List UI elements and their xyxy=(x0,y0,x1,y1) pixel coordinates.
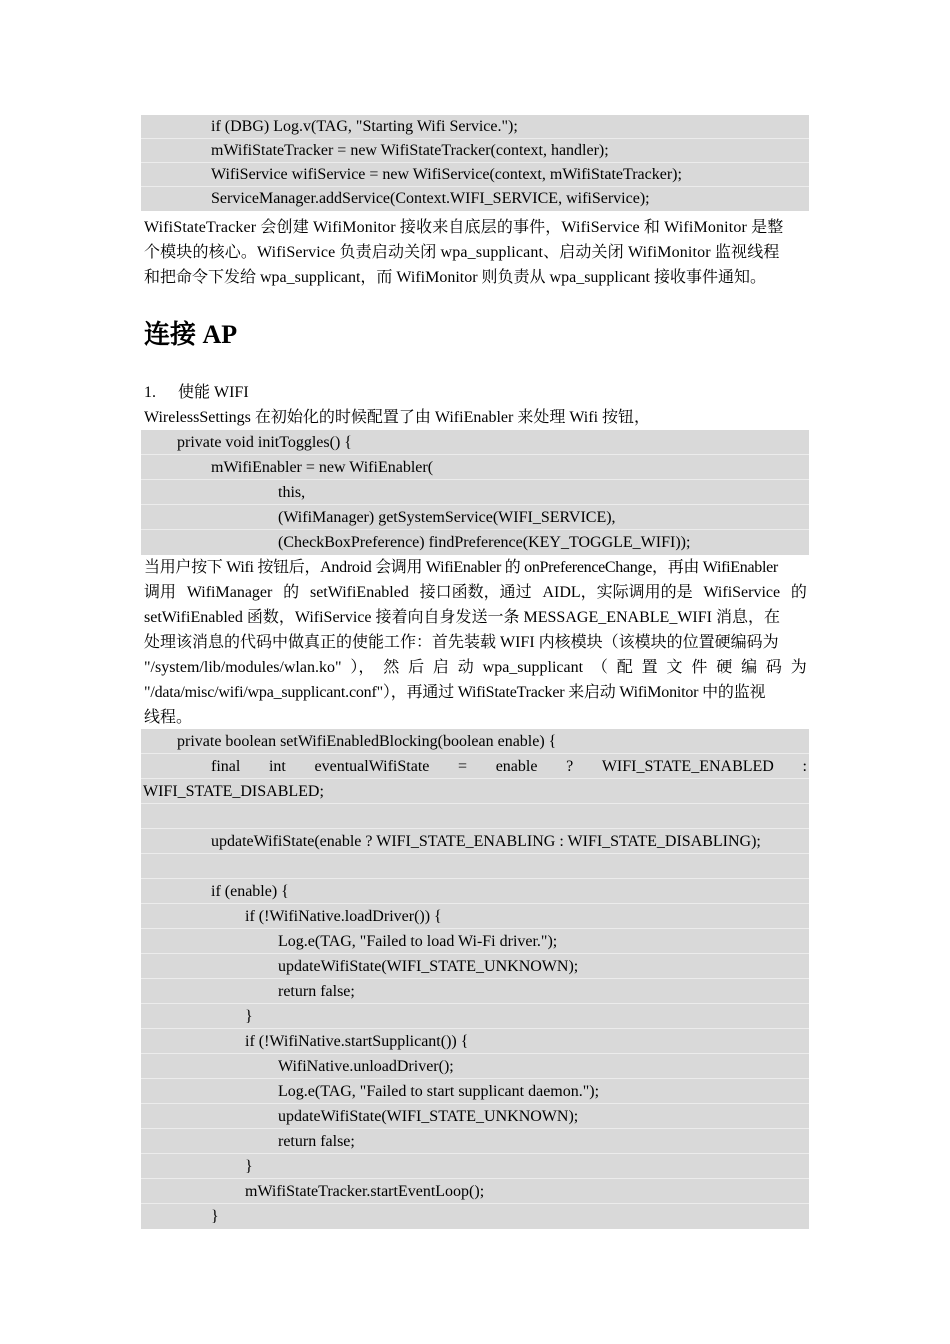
code-token: eventualWifiState xyxy=(314,758,430,775)
code-line: return false; xyxy=(141,979,809,1004)
word: 的 xyxy=(790,584,807,601)
word: （ xyxy=(591,659,608,676)
word: 文 xyxy=(666,659,683,676)
word: 动 xyxy=(457,659,474,676)
list-label: 使能 WIFI xyxy=(178,384,249,401)
paragraph-line: "/data/misc/wifi/wpa_supplicant.conf"），再通过 WifiStateTracker 来启动 WifiMonitor 中的监视 xyxy=(144,684,766,701)
code-line: mWifiEnabler = new WifiEnabler( xyxy=(141,455,809,480)
code-line: } xyxy=(211,1208,219,1225)
code-token: enable xyxy=(495,758,538,775)
code-line: private boolean setWifiEnabledBlocking(boolean enable) { xyxy=(141,729,809,754)
paragraph-line: WifiStateTracker 会创建 WifiMonitor 接收来自底层的事件，WifiService 和 WifiMonitor 是整 xyxy=(144,219,784,236)
paragraph-enable-flow xyxy=(144,555,807,730)
code-line: if (enable) { xyxy=(141,879,809,904)
word: 然 xyxy=(383,659,400,676)
word: WifiService xyxy=(703,584,781,601)
code-token: WIFI_STATE_ENABLED xyxy=(601,758,774,775)
paragraph-wireless-settings xyxy=(144,405,807,430)
paragraph-line: 个模块的核心。WifiService 负责启动关闭 wpa_supplicant、启动关闭 WifiMonitor 监视线程 xyxy=(144,244,780,261)
code-block-service-init xyxy=(141,115,809,211)
code-token: final xyxy=(211,758,241,775)
code-line: ServiceManager.addService(Context.WIFI_SERVICE, wifiService); xyxy=(211,190,650,207)
paragraph-line xyxy=(144,580,807,605)
paragraph-line xyxy=(144,655,807,680)
paragraph-line: 线程。 xyxy=(144,709,193,726)
code-line: private void initToggles() { xyxy=(141,430,809,455)
code-line: updateWifiState(WIFI_STATE_UNKNOWN); xyxy=(141,1104,809,1129)
word: 为 xyxy=(790,659,807,676)
word: WifiManager xyxy=(186,584,273,601)
code-line: if (!WifiNative.loadDriver()) { xyxy=(141,904,809,929)
code-token: = xyxy=(458,758,468,775)
list-item-enable-wifi xyxy=(144,380,249,405)
code-line: (WifiManager) getSystemService(WIFI_SERVICE), xyxy=(141,505,809,530)
word: 的 xyxy=(283,584,300,601)
code-line: } xyxy=(141,1004,809,1029)
code-line: mWifiStateTracker.startEventLoop(); xyxy=(141,1179,809,1204)
code-token: : xyxy=(802,758,807,775)
code-line: Log.e(TAG, "Failed to start supplicant daemon."); xyxy=(141,1079,809,1104)
code-token: ? xyxy=(566,758,574,775)
code-line: Log.e(TAG, "Failed to load Wi-Fi driver."); xyxy=(141,929,809,954)
code-line: mWifiStateTracker = new WifiStateTracker(context, handler); xyxy=(141,139,809,163)
paragraph-line: 处理该消息的代码中做真正的使能工作：首先装载 WIFI 内核模块（该模块的位置硬编码为 xyxy=(144,634,779,651)
word: 启 xyxy=(432,659,449,676)
code-line: return false; xyxy=(141,1129,809,1154)
word: 编 xyxy=(741,659,758,676)
code-block-init-toggles xyxy=(141,430,809,555)
code-blank-line xyxy=(141,854,809,879)
code-line: WifiNative.unloadDriver(); xyxy=(141,1054,809,1079)
code-line: updateWifiState(enable ? WIFI_STATE_ENABLING : WIFI_STATE_DISABLING); xyxy=(141,829,809,854)
list-number: 1. xyxy=(144,384,156,401)
code-line: if (!WifiNative.startSupplicant()) { xyxy=(141,1029,809,1054)
word: ）， xyxy=(350,659,375,676)
word: 后 xyxy=(408,659,425,676)
code-line xyxy=(141,754,809,779)
word: 置 xyxy=(641,659,658,676)
paragraph-line: setWifiEnabled 函数，WifiService 接着向自身发送一条 MESSAGE_ENABLE_WIFI 消息，在 xyxy=(144,609,780,626)
word: 码 xyxy=(765,659,782,676)
code-line: this, xyxy=(141,480,809,505)
word: 接口函数，通过 xyxy=(419,584,532,601)
paragraph-wifi-monitor xyxy=(144,215,807,290)
code-token: int xyxy=(268,758,286,775)
word: 件 xyxy=(691,659,708,676)
code-line: WIFI_STATE_DISABLED; xyxy=(141,779,809,804)
word: 硬 xyxy=(716,659,733,676)
code-line: updateWifiState(WIFI_STATE_UNKNOWN); xyxy=(141,954,809,979)
paragraph-line: 和把命令下发给 wpa_supplicant，而 WifiMonitor 则负责从 wpa_supplicant 接收事件通知。 xyxy=(144,269,766,286)
section-heading: 连接 AP xyxy=(144,320,238,349)
word: 配 xyxy=(616,659,633,676)
word: 调用 xyxy=(144,584,177,601)
paragraph-line: 当用户按下 Wifi 按钮后，Android 会调用 WifiEnabler 的 onPreferenceChange，再由 WifiEnabler xyxy=(144,559,778,576)
word: "/system/lib/modules/wlan.ko" xyxy=(144,659,342,676)
paragraph-line: WirelessSettings 在初始化的时候配置了由 WifiEnabler 来处理 Wifi 按钮， xyxy=(144,409,651,426)
word: setWifiEnabled xyxy=(309,584,409,601)
word: AIDL，实际调用的是 xyxy=(542,584,693,601)
code-line: (CheckBoxPreference) findPreference(KEY_TOGGLE_WIFI)); xyxy=(278,534,691,551)
code-line: WifiService wifiService = new WifiService(context, mWifiStateTracker); xyxy=(141,163,809,187)
word: wpa_supplicant xyxy=(482,659,584,676)
code-line: if (DBG) Log.v(TAG, "Starting Wifi Service."); xyxy=(141,115,809,139)
code-blank-line xyxy=(141,804,809,829)
code-line: } xyxy=(141,1154,809,1179)
code-block-set-wifi-enabled xyxy=(141,729,809,1229)
